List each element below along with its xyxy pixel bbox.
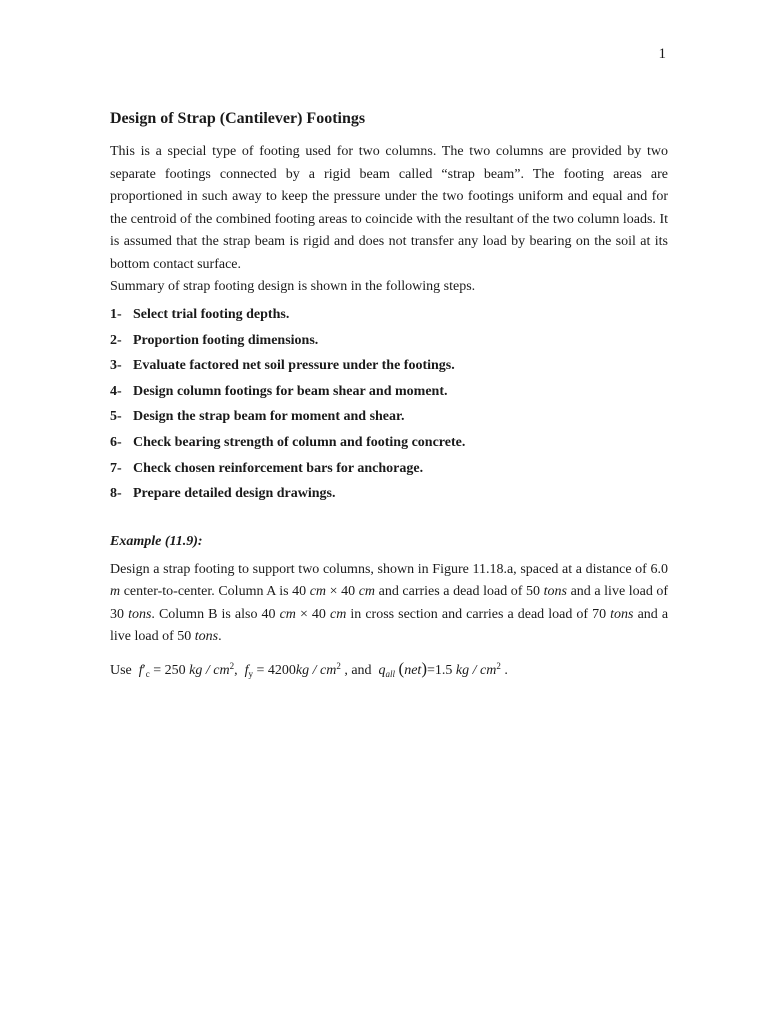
q-allowable-expression: $q_{all}$ (net)=1.5 kg / $cm^2$ xyxy=(378,658,501,679)
example-text: Design a strap footing to support two columns, shown in Figure 11.18.a, spaced at a distance of 6.0 xyxy=(110,561,668,577)
summary-sentence: Summary of strap footing design is shown in the following steps. xyxy=(110,279,476,294)
step-item xyxy=(110,302,668,328)
step-item xyxy=(110,456,668,482)
unit-label: cm xyxy=(329,606,347,622)
page-number: 1 xyxy=(658,46,666,62)
design-steps-list xyxy=(110,302,668,507)
unit-label: tons xyxy=(543,584,567,600)
use-word: Use xyxy=(110,662,132,678)
step-item xyxy=(110,353,668,379)
step-text: Evaluate factored net soil pressure under the footings. xyxy=(133,358,455,374)
unit-label: cm xyxy=(279,606,296,622)
step-text: Proportion footing dimensions. xyxy=(133,332,319,348)
step-text: Design column footings for beam shear and moment. xyxy=(133,383,448,399)
unit-label: tons xyxy=(128,606,152,622)
example-text: × 40 xyxy=(299,606,326,622)
example-text: and a live load of 50 xyxy=(110,606,669,645)
intro-paragraph: This is a special type of footing used for two columns. The two columns are provided by two separate footings connected by a rigid beam called “strap beam”. The footing areas are proportioned in such away to keep the pressure under the two footings uniform and equal and for the centroid of the combined footing areas to coincide with the resultant of the two column loads. It is assumed that the strap beam is rigid and does not transfer any load by bearing on the soil at its bottom contact surface. xyxy=(110,144,668,272)
unit-label: m xyxy=(110,584,121,600)
step-item xyxy=(110,404,668,430)
step-number: 2- xyxy=(110,332,122,348)
step-number: 5- xyxy=(110,409,122,425)
fy-expression: $f_y = 4200kg / cm^2$ xyxy=(244,660,341,679)
step-number: 7- xyxy=(110,460,122,476)
step-number: 6- xyxy=(110,434,122,450)
fc-expression: $f'_c = 250$ kg / $cm^2$ xyxy=(138,660,235,679)
example-statement xyxy=(110,559,668,649)
step-text: Check bearing strength of column and footing concrete. xyxy=(133,434,466,450)
example-text: . xyxy=(218,629,222,645)
document-body xyxy=(110,108,668,685)
example-text: in cross section and carries a dead load of 70 xyxy=(350,606,607,622)
unit-label: cm xyxy=(358,584,376,600)
step-number: 8- xyxy=(110,486,122,502)
unit-label: tons xyxy=(194,629,219,645)
example-text: and carries a dead load of 50 xyxy=(378,584,541,600)
material-properties-line: Use $f'_c = 250$ kg / $cm^2$, $f_y = 4200kg / cm^2$ , and $q_{all}$ (net)=1.5 kg / $cm^2$ . xyxy=(110,658,508,679)
step-item xyxy=(110,481,668,507)
section-title: Design of Strap (Cantilever) Footings xyxy=(110,110,366,127)
example-text: . Column B is also 40 xyxy=(151,606,276,622)
step-text: Select trial footing depths. xyxy=(133,307,290,322)
example-text: × 40 xyxy=(329,584,356,600)
step-text: Design the strap beam for moment and shear. xyxy=(133,409,405,425)
step-item xyxy=(110,430,668,456)
example-text: center-to-center. Column A is 40 xyxy=(123,584,307,600)
step-number: 4- xyxy=(110,383,122,399)
step-number: 3- xyxy=(110,358,122,374)
step-item xyxy=(110,379,668,405)
step-text: Check chosen reinforcement bars for anchorage. xyxy=(133,460,424,476)
example-text: and a live load of 30 xyxy=(110,584,669,622)
step-item xyxy=(110,328,668,354)
unit-label: cm xyxy=(309,584,327,600)
step-number: 1- xyxy=(110,307,122,322)
unit-label: tons xyxy=(610,606,634,622)
example-heading: Example (11.9): xyxy=(110,533,203,549)
step-text: Prepare detailed design drawings. xyxy=(133,486,336,502)
